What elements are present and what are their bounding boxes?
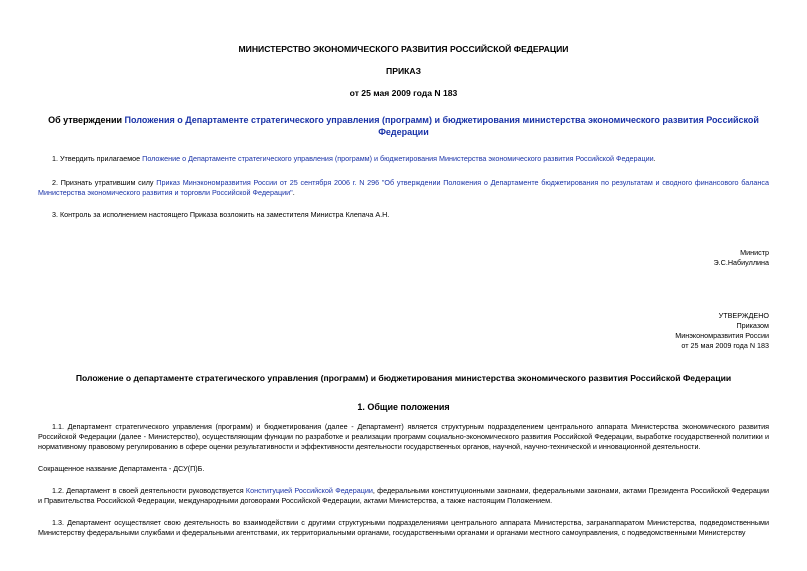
approval-block — [675, 311, 769, 351]
order-item-2-link[interactable]: Приказ Минэкономразвития России от 25 сентября 2006 г. N 296 "Об утверждении Положения о Департаменте бюджетирования по результатам и сводного финансового баланса Министерства экономического развития и торговли Российской Федерации" — [38, 178, 769, 198]
order-item-1: 1. Утвердить прилагаемое Положение о Департаменте стратегического управления (программ) и бюджетирования Министерства экономического развития Российской Федерации. — [52, 154, 656, 163]
order-date-number: от 25 мая 2009 года N 183 — [349, 88, 458, 98]
signature-name: Э.С.Набиуллина — [713, 258, 769, 267]
clause-1-1-text: 1.1. Департамент стратегического управления (программ) и бюджетирования (далее - Департамент) является структурным подразделением центрального аппарата Министерства экономического развития Российской Федерации (далее - Министерство), осуществляющим функции по разработке и реализации программ социально-экономического развития Российской Федерации, выработке государственной политики и нормативному правовому регулированию в сфере оценки результативности и эффективности деятельности государственных органов, научной, научно-технической и инновационной деятельности. — [38, 422, 769, 452]
order-item-2-text: 2. Признать утратившим силу — [52, 178, 157, 187]
order-title-link[interactable]: Положения о Департаменте стратегического управления (программ) и бюджетирования министерства экономического развития Российской Федерации — [124, 115, 759, 137]
clause-1-3 — [38, 518, 769, 538]
regulation-title: Положение о департаменте стратегического управления (программ) и бюджетирования министерства экономического развития Российской Федерации — [75, 373, 732, 383]
approval-line-3: Минэкономразвития России — [675, 331, 769, 340]
order-title-prefix: Об утверждении — [48, 115, 125, 125]
short-name — [38, 464, 769, 474]
clause-1-2-text: 1.2. Департамент в своей деятельности руководствуется — [52, 486, 246, 495]
approval-line-4: от 25 мая 2009 года N 183 — [681, 341, 769, 350]
signature-role: Министр — [740, 248, 769, 257]
signature-block — [714, 248, 769, 268]
approval-line-1: УТВЕРЖДЕНО — [718, 311, 769, 320]
ministry-heading: МИНИСТЕРСТВО ЭКОНОМИЧЕСКОГО РАЗВИТИЯ РОССИЙСКОЙ ФЕДЕРАЦИИ — [238, 44, 569, 54]
clause-1-1 — [38, 422, 769, 453]
constitution-link[interactable]: Конституцией Российской Федерации — [245, 486, 373, 495]
approval-line-2: Приказом — [736, 321, 769, 330]
order-item-3 — [38, 210, 769, 220]
order-item-1-link[interactable]: Положение о Департаменте стратегического управления (программ) и бюджетирования Министерства экономического развития Российской Федерации — [142, 154, 654, 163]
doc-type-heading: ПРИКАЗ — [386, 66, 421, 76]
clause-1-3-text: 1.3. Департамент осуществляет свою деятельность во взаимодействии с другими структурными подразделениями центрального аппарата Министерства, загранаппаратом Министерства, подведомственными Министерству федеральными службами и федеральными агентствами, их территориальными органами, государственными органами и органами местного самоуправления, с подведомственными Министерству — [38, 518, 769, 538]
clause-1-2: 1.2. Департамент в своей деятельности руководствуется Конституцией Российской Федерации, федеральными конституционными законами, федеральными законами, актами Президента Российской Федерации и Правительства Российской Федерации, международными договорами Российской Федерации, актами Министерства, а также настоящим Положением. — [38, 486, 769, 506]
short-name-text: Сокращенное название Департамента - ДСУ(П)Б. — [38, 464, 205, 473]
order-title — [40, 114, 767, 138]
section-1-heading: 1. Общие положения — [357, 402, 450, 412]
order-item-2: 2. Признать утратившим силу Приказ Минэкономразвития России от 25 сентября 2006 г. N 296 "Об утверждении Положения о Департаменте бюджетирования по результатам и сводного финансового баланса Министерства экономического развития и торговли Российской Федерации". — [38, 178, 769, 198]
order-item-1-text: 1. Утвердить прилагаемое — [52, 154, 143, 163]
order-item-3-text: 3. Контроль за исполнением настоящего Приказа возложить на заместителя Министра Клепача А.Н. — [52, 210, 390, 219]
